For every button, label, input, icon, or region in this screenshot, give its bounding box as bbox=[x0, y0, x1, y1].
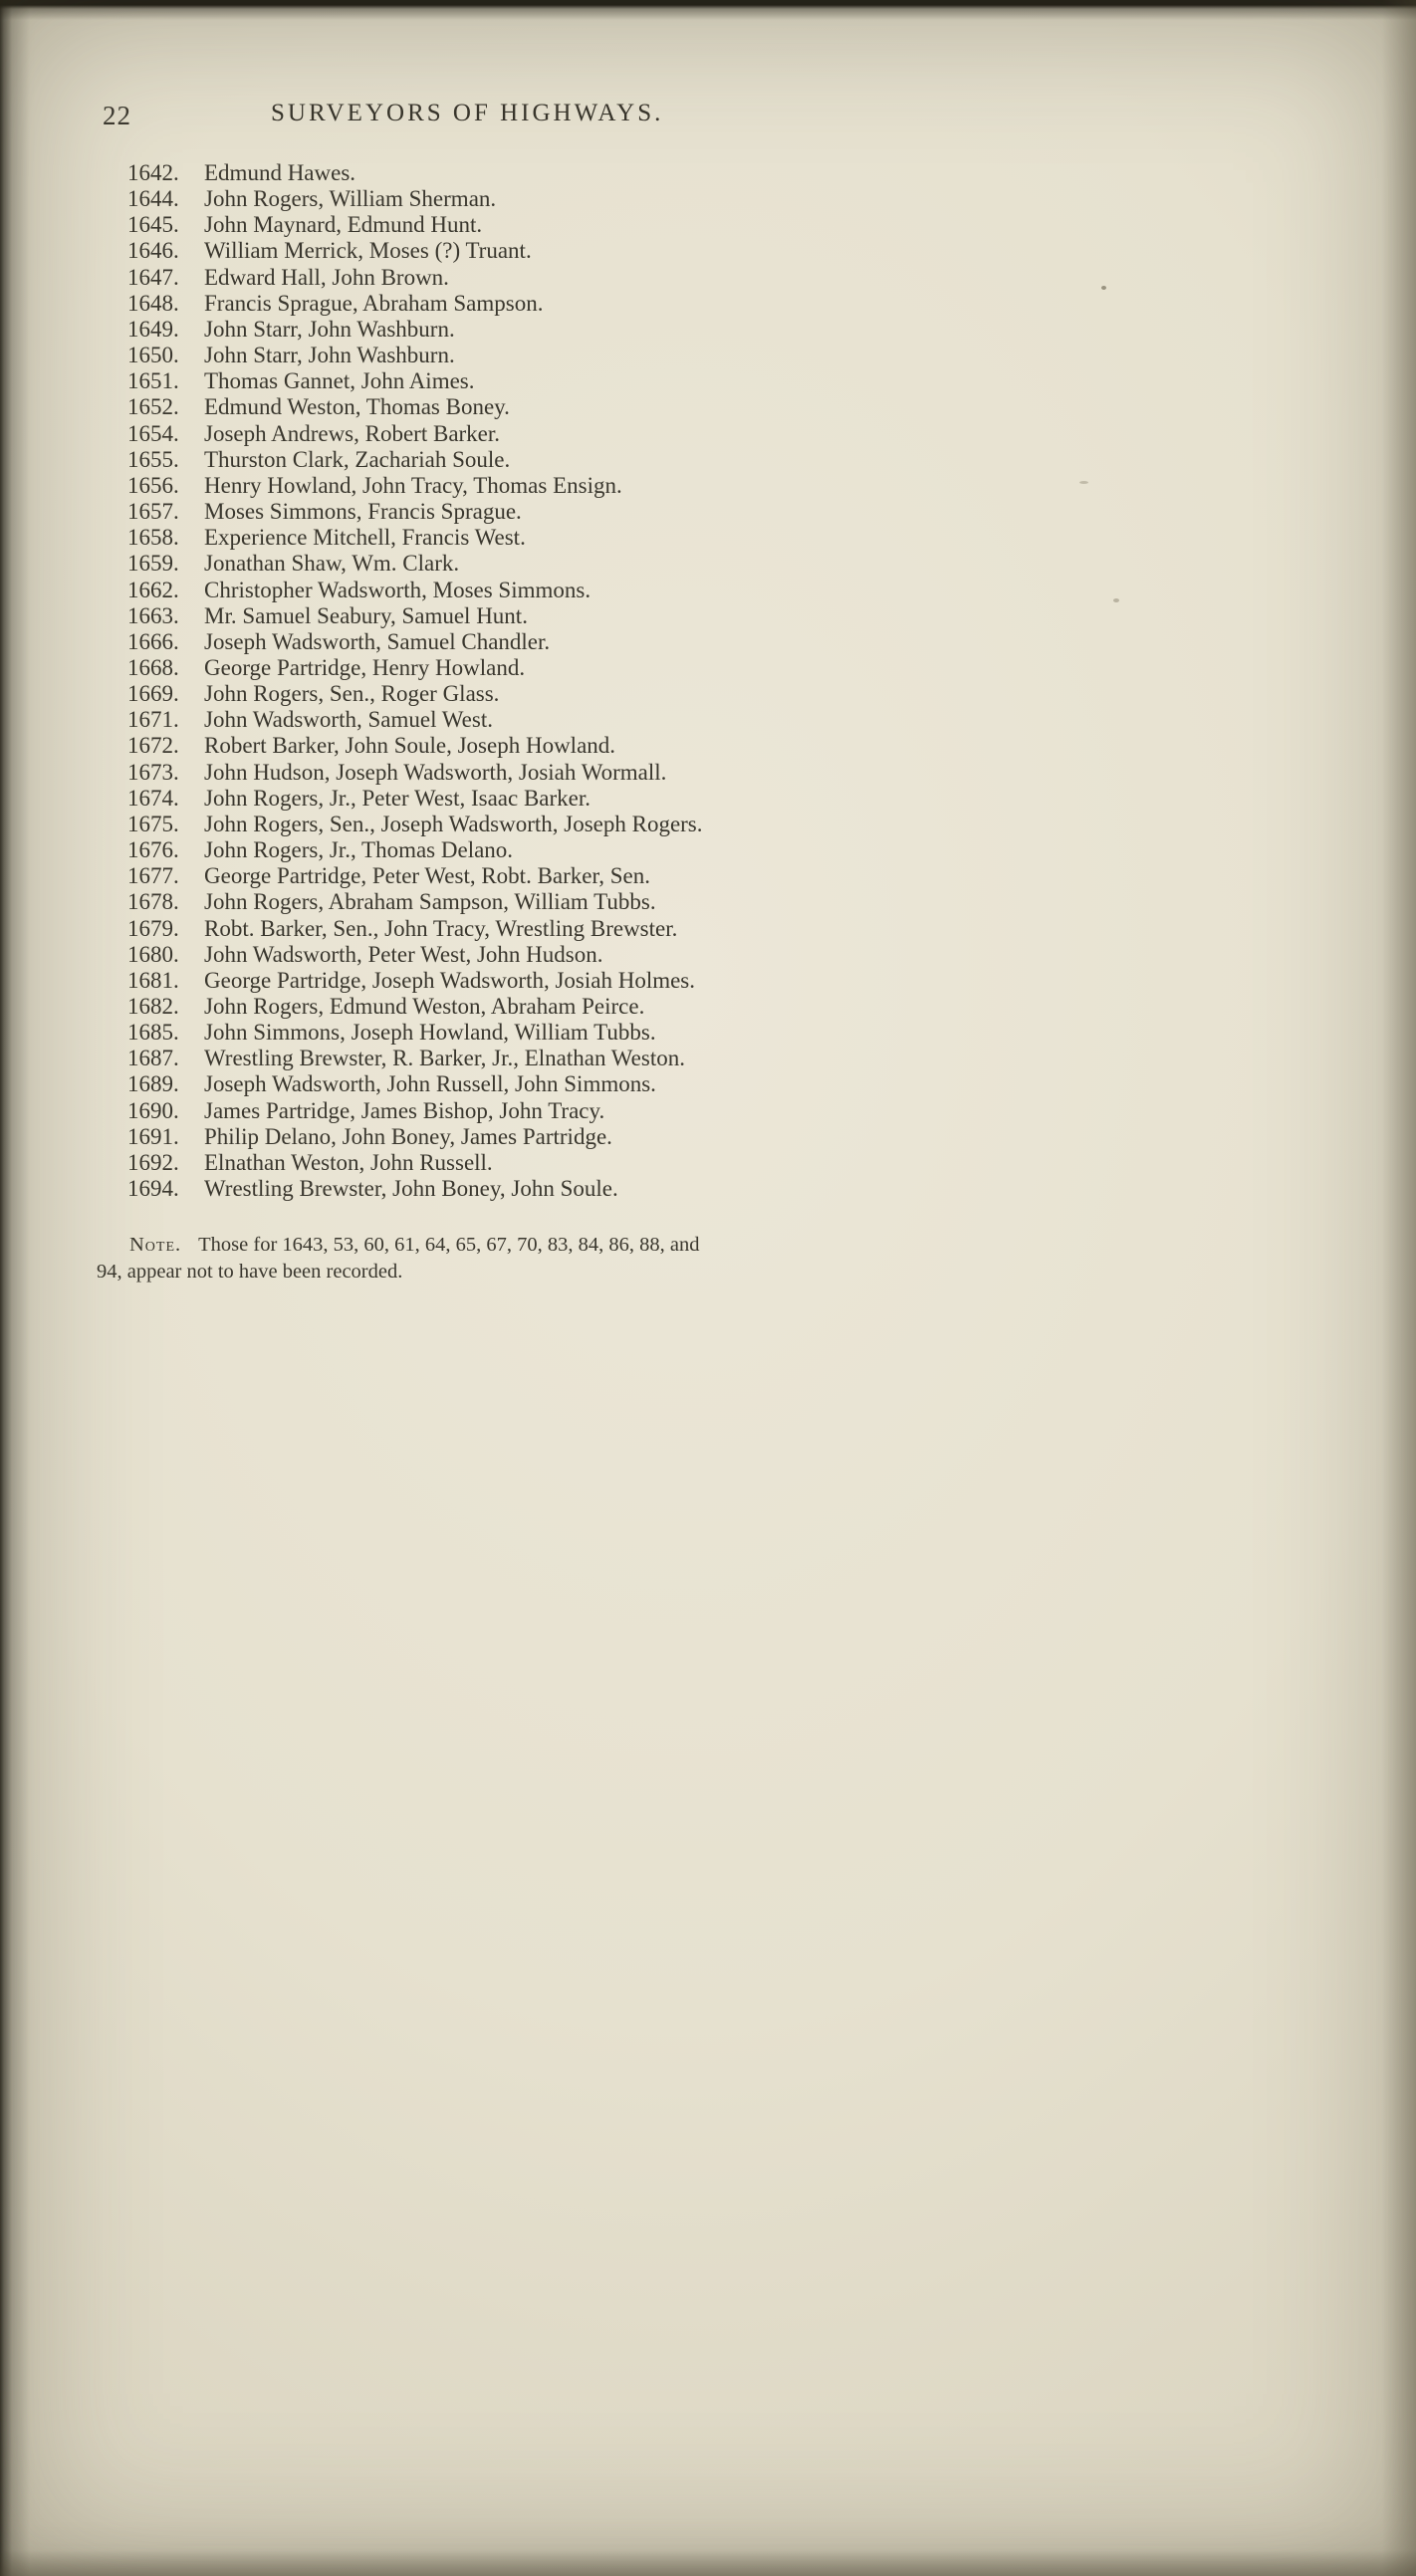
entry-names: Edward Hall, John Brown. bbox=[204, 264, 449, 290]
note-text: Those for 1643, 53, 60, 61, 64, 65, 67, 70, 83, 84, 86, 88, and bbox=[198, 1234, 700, 1256]
entry-names: John Rogers, Abraham Sampson, William Tubbs. bbox=[204, 889, 656, 915]
list-item bbox=[127, 603, 703, 629]
list-item bbox=[127, 786, 703, 812]
entry-year: 1677. bbox=[127, 863, 179, 889]
list-item bbox=[127, 733, 703, 759]
entry-year: 1651. bbox=[127, 368, 179, 394]
entry-year: 1680. bbox=[127, 941, 179, 967]
entry-names: John Wadsworth, Peter West, John Hudson. bbox=[204, 941, 603, 967]
note bbox=[97, 1232, 833, 1286]
entry-names: John Rogers, Sen., Roger Glass. bbox=[204, 681, 500, 707]
entry-year: 1672. bbox=[127, 733, 179, 759]
entry-year: 1679. bbox=[127, 915, 179, 941]
entry-names: Wrestling Brewster, R. Barker, Jr., Elnathan Weston. bbox=[204, 1046, 685, 1071]
list-item bbox=[127, 889, 703, 915]
list-item bbox=[127, 655, 703, 681]
list-item bbox=[127, 968, 703, 994]
entry-names: Mr. Samuel Seabury, Samuel Hunt. bbox=[204, 602, 528, 628]
entry-names: Joseph Wadsworth, John Russell, John Simmons. bbox=[204, 1071, 656, 1097]
entry-names: Joseph Wadsworth, Samuel Chandler. bbox=[204, 628, 551, 654]
entry-year: 1676. bbox=[127, 837, 179, 863]
list-item bbox=[127, 238, 703, 264]
scan-edge-bottom bbox=[0, 2550, 1416, 2576]
list-item bbox=[127, 1071, 703, 1097]
list-item bbox=[127, 343, 703, 368]
entry-names: Robert Barker, John Soule, Joseph Howland. bbox=[204, 733, 616, 759]
scan-edge-right bbox=[1382, 0, 1416, 2576]
entry-names: Thurston Clark, Zachariah Soule. bbox=[204, 446, 511, 472]
entry-year: 1681. bbox=[127, 967, 179, 993]
entry-year: 1682. bbox=[127, 994, 179, 1019]
list-item bbox=[127, 317, 703, 343]
page-header bbox=[0, 100, 1416, 133]
entry-year: 1646. bbox=[127, 238, 179, 264]
entry-year: 1642. bbox=[127, 160, 179, 185]
list-item bbox=[127, 447, 703, 473]
entry-names: Joseph Andrews, Robert Barker. bbox=[204, 420, 501, 446]
list-item bbox=[127, 186, 703, 212]
entry-names: John Hudson, Joseph Wadsworth, Josiah Wormall. bbox=[204, 759, 667, 785]
entry-names: Henry Howland, John Tracy, Thomas Ensign. bbox=[204, 472, 622, 498]
entry-year: 1668. bbox=[127, 654, 179, 680]
list-item bbox=[127, 994, 703, 1020]
note-line bbox=[97, 1232, 833, 1259]
list-item bbox=[127, 212, 703, 238]
list-item bbox=[127, 863, 703, 889]
entry-names: Christopher Wadsworth, Moses Simmons. bbox=[204, 577, 591, 602]
entry-names: George Partridge, Henry Howland. bbox=[204, 654, 526, 680]
entry-names: John Starr, John Washburn. bbox=[204, 316, 455, 342]
entry-names: Edmund Hawes. bbox=[204, 160, 356, 185]
entry-names: Thomas Gannet, John Aimes. bbox=[204, 368, 475, 394]
entry-year: 1691. bbox=[127, 1123, 179, 1149]
page-number: 22 bbox=[103, 101, 131, 130]
note-label: Note. bbox=[129, 1234, 182, 1256]
list-item bbox=[127, 837, 703, 863]
entry-year: 1674. bbox=[127, 785, 179, 811]
note-line: 94, appear not to have been recorded. bbox=[97, 1261, 403, 1283]
list-item bbox=[127, 291, 703, 317]
list-item bbox=[127, 942, 703, 968]
entry-year: 1666. bbox=[127, 628, 179, 654]
entry-year: 1690. bbox=[127, 1097, 179, 1123]
entry-year: 1692. bbox=[127, 1149, 179, 1175]
surveyor-list bbox=[127, 160, 703, 1202]
entry-year: 1671. bbox=[127, 707, 179, 733]
entry-year: 1657. bbox=[127, 499, 179, 525]
entry-names: John Wadsworth, Samuel West. bbox=[204, 707, 493, 733]
entry-year: 1694. bbox=[127, 1176, 179, 1202]
entry-year: 1675. bbox=[127, 811, 179, 836]
entry-names: Robt. Barker, Sen., John Tracy, Wrestling Brewster. bbox=[204, 915, 678, 941]
entry-names: George Partridge, Peter West, Robt. Barker, Sen. bbox=[204, 863, 650, 889]
entry-year: 1650. bbox=[127, 343, 179, 368]
entry-year: 1659. bbox=[127, 551, 179, 577]
entry-year: 1663. bbox=[127, 602, 179, 628]
list-item bbox=[127, 1098, 703, 1124]
list-item bbox=[127, 916, 703, 942]
list-item bbox=[127, 421, 703, 447]
entry-names: James Partridge, James Bishop, John Tracy. bbox=[204, 1097, 605, 1123]
entry-names: John Simmons, Joseph Howland, William Tubbs. bbox=[204, 1020, 656, 1046]
entry-names: John Rogers, Jr., Peter West, Isaac Barker. bbox=[204, 785, 591, 811]
entry-year: 1662. bbox=[127, 577, 179, 602]
entry-year: 1689. bbox=[127, 1071, 179, 1097]
entry-year: 1647. bbox=[127, 264, 179, 290]
entry-names: John Maynard, Edmund Hunt. bbox=[204, 212, 483, 238]
entry-year: 1648. bbox=[127, 290, 179, 316]
list-item bbox=[127, 681, 703, 707]
entry-year: 1645. bbox=[127, 212, 179, 238]
scan-speck bbox=[1113, 598, 1119, 602]
entry-names: John Rogers, Edmund Weston, Abraham Peirce. bbox=[204, 994, 645, 1019]
entry-year: 1654. bbox=[127, 420, 179, 446]
entry-names: Jonathan Shaw, Wm. Clark. bbox=[204, 551, 460, 577]
scan-speck bbox=[1079, 481, 1088, 484]
entry-year: 1644. bbox=[127, 186, 179, 212]
list-item bbox=[127, 265, 703, 291]
list-item bbox=[127, 1020, 703, 1046]
list-item bbox=[127, 812, 703, 837]
entry-names: Francis Sprague, Abraham Sampson. bbox=[204, 290, 544, 316]
list-item bbox=[127, 525, 703, 551]
list-item bbox=[127, 551, 703, 577]
entry-year: 1673. bbox=[127, 759, 179, 785]
list-item bbox=[127, 499, 703, 525]
entry-year: 1656. bbox=[127, 472, 179, 498]
page-title: SURVEYORS OF HIGHWAYS. bbox=[271, 100, 664, 126]
list-item bbox=[127, 368, 703, 394]
entry-names: Experience Mitchell, Francis West. bbox=[204, 525, 526, 551]
list-item bbox=[127, 578, 703, 603]
entry-year: 1669. bbox=[127, 681, 179, 707]
entry-names: John Rogers, Sen., Joseph Wadsworth, Joseph Rogers. bbox=[204, 811, 703, 836]
entry-names: Elnathan Weston, John Russell. bbox=[204, 1149, 493, 1175]
entry-names: John Starr, John Washburn. bbox=[204, 343, 455, 368]
list-item bbox=[127, 473, 703, 499]
scan-speck bbox=[1101, 286, 1106, 290]
entry-names: Moses Simmons, Francis Sprague. bbox=[204, 499, 522, 525]
entry-year: 1649. bbox=[127, 316, 179, 342]
list-item bbox=[127, 760, 703, 786]
entry-names: William Merrick, Moses (?) Truant. bbox=[204, 238, 532, 264]
list-item bbox=[127, 1176, 703, 1202]
entry-year: 1652. bbox=[127, 394, 179, 420]
entry-year: 1678. bbox=[127, 889, 179, 915]
list-item bbox=[127, 160, 703, 186]
entry-year: 1655. bbox=[127, 446, 179, 472]
list-item bbox=[127, 1046, 703, 1071]
list-item bbox=[127, 1150, 703, 1176]
list-item bbox=[127, 629, 703, 655]
entry-names: Edmund Weston, Thomas Boney. bbox=[204, 394, 510, 420]
entry-names: John Rogers, Jr., Thomas Delano. bbox=[204, 837, 514, 863]
list-item bbox=[127, 394, 703, 420]
entry-names: George Partridge, Joseph Wadsworth, Josiah Holmes. bbox=[204, 967, 696, 993]
entry-year: 1658. bbox=[127, 525, 179, 551]
scan-edge-left bbox=[0, 0, 30, 2576]
list-item bbox=[127, 707, 703, 733]
entry-year: 1685. bbox=[127, 1020, 179, 1046]
entry-names: Philip Delano, John Boney, James Partridge. bbox=[204, 1123, 612, 1149]
list-item bbox=[127, 1124, 703, 1150]
scan-edge-top bbox=[0, 0, 1416, 20]
entry-names: Wrestling Brewster, John Boney, John Soule. bbox=[204, 1176, 618, 1202]
entry-names: John Rogers, William Sherman. bbox=[204, 186, 497, 212]
entry-year: 1687. bbox=[127, 1046, 179, 1071]
